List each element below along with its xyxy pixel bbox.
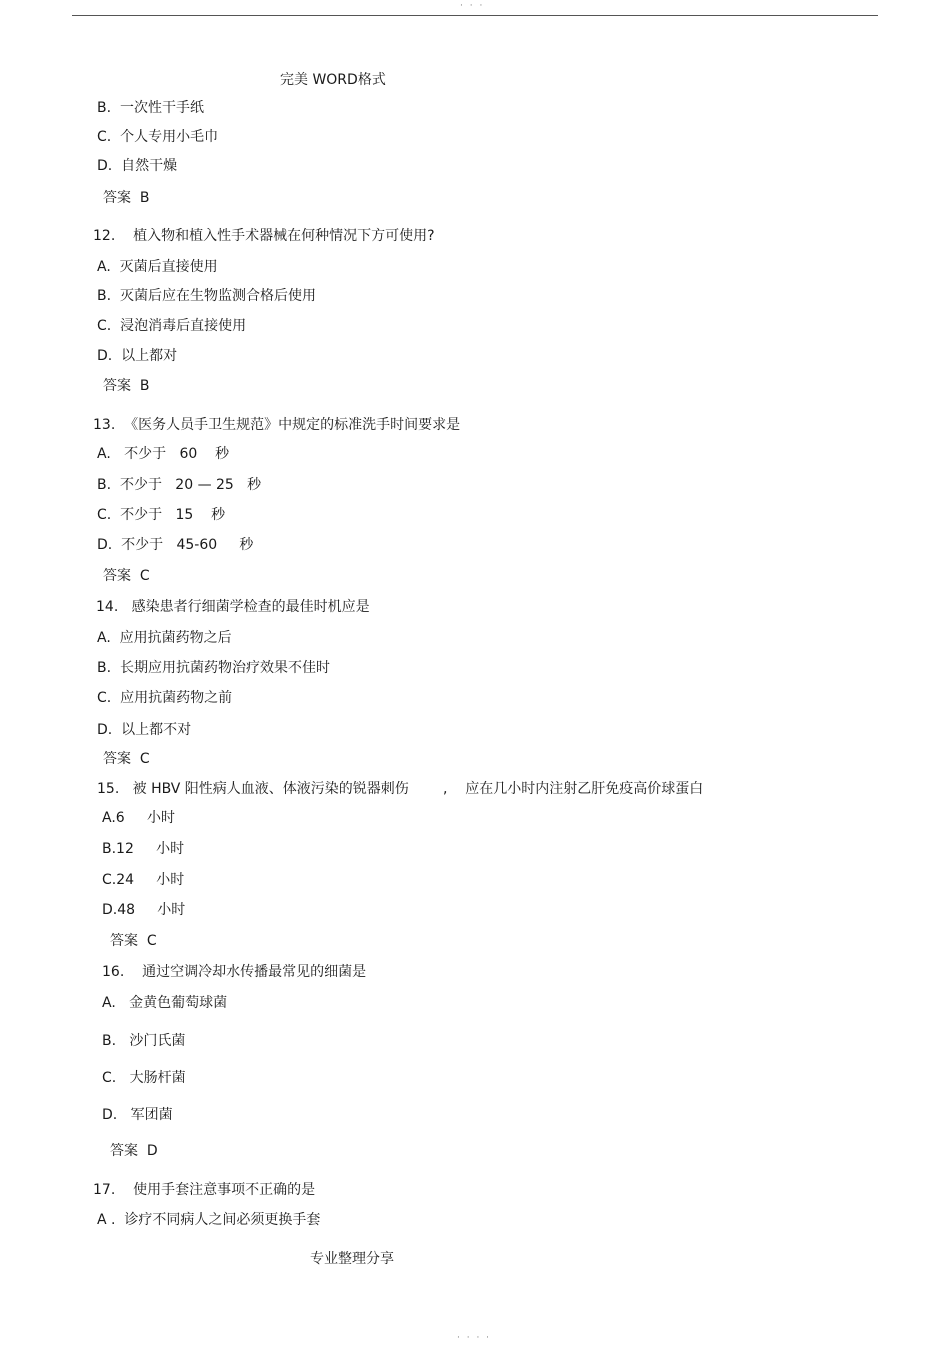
answer-line: 答案 B [103, 378, 150, 394]
option-line: C. 应用抗菌药物之前 [97, 690, 233, 706]
option-line: B. 沙门氏菌 [102, 1033, 186, 1049]
option-line: D. 以上都对 [97, 348, 178, 364]
question-line: 14. 感染患者行细菌学检查的最佳时机应是 [96, 599, 370, 615]
option-line: A. 金黄色葡萄球菌 [102, 995, 228, 1011]
question-line: 13. 《医务人员手卫生规范》中规定的标准洗手时间要求是 [93, 417, 461, 433]
option-line: A.6 小时 [102, 810, 175, 826]
page-header-title: 完美 WORD格式 [280, 72, 386, 88]
option-line: A. 灭菌后直接使用 [97, 259, 218, 275]
option-line: B. 长期应用抗菌药物治疗效果不佳时 [97, 660, 330, 676]
answer-line: 答案 D [110, 1143, 158, 1159]
answer-line: 答案 C [103, 751, 150, 767]
question-line: 15. 被 HBV 阳性病人血液、体液污染的锐器刺伤 [97, 781, 409, 797]
answer-line: 答案 B [103, 190, 150, 206]
option-line: C. 大肠杆菌 [102, 1070, 186, 1086]
option-line: A . 诊疗不同病人之间必须更换手套 [97, 1212, 321, 1228]
answer-line: 答案 C [110, 933, 157, 949]
option-line: D.48 小时 [102, 902, 186, 918]
option-line: D. 不少于 45-60 秒 [97, 537, 254, 553]
question-line: , 应在几小时内注射乙肝免疫高价球蛋白 [443, 781, 704, 797]
footer-dots: · · · · [457, 1333, 492, 1343]
option-line: D. 军团菌 [102, 1107, 173, 1123]
page-footer-text: 专业整理分享 [310, 1251, 394, 1267]
option-line: B. 一次性干手纸 [97, 100, 204, 116]
option-line: C. 个人专用小毛巾 [97, 129, 219, 145]
option-line: C. 不少于 15 秒 [97, 507, 226, 523]
option-line: C. 浸泡消毒后直接使用 [97, 318, 247, 334]
question-line: 12. 植入物和植入性手术器械在何种情况下方可使用? [93, 228, 435, 244]
header-dots: · · · [460, 1, 485, 11]
header-rule [72, 15, 878, 16]
option-line: B.12 小时 [102, 841, 185, 857]
option-line: D. 自然干燥 [97, 158, 178, 174]
option-line: B. 不少于 20 — 25 秒 [97, 477, 262, 493]
question-line: 17. 使用手套注意事项不正确的是 [93, 1182, 316, 1198]
answer-line: 答案 C [103, 568, 150, 584]
option-line: B. 灭菌后应在生物监测合格后使用 [97, 288, 316, 304]
option-line: C.24 小时 [102, 872, 185, 888]
option-line: A. 应用抗菌药物之后 [97, 630, 232, 646]
option-line: D. 以上都不对 [97, 722, 192, 738]
option-line: A. 不少于 60 秒 [97, 446, 230, 462]
question-line: 16. 通过空调冷却水传播最常见的细菌是 [102, 964, 367, 980]
